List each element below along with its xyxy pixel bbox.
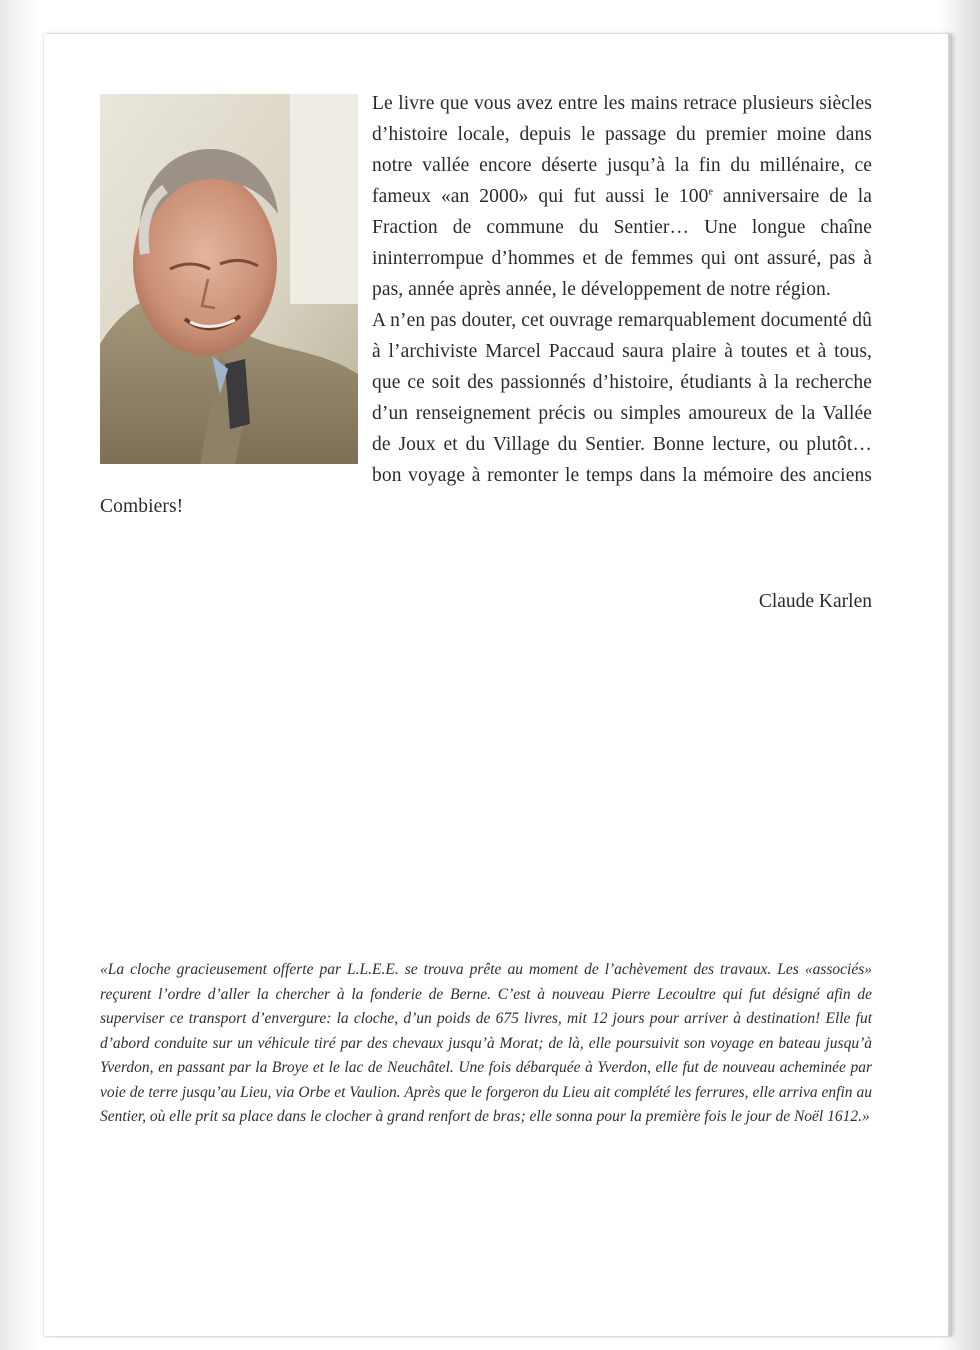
introduction-text [100, 88, 872, 522]
intro-paragraph-1-text-b: anniversaire de la Fraction de commune du Sentier… Une longue chaîne ininterrompue d’hommes et de femmes qui ont assuré, pas à pas, année après année, le développement de notre région. [372, 186, 872, 300]
photo-spacer [100, 88, 372, 476]
author-signature: Claude Karlen [758, 591, 872, 612]
intro-paragraph-1-text-a: Le livre que vous avez entre les mains retrace plusieurs siècles d’histoire locale, depuis le passage du premier moine dans notre vallée encore déserte jusqu’à la fin du millénaire, ce fameux «an 2000» qui fut aussi le 100 [372, 93, 872, 207]
excerpt-quote: «La cloche gracieusement offerte par L.L.E.E. se trouva prête au moment de l’achèvement des travaux. Les «associés» reçurent l’ordre d’aller la chercher à la fonderie de Berne. C’est à nouveau Pierre Lecoultre qui fut désigné afin de superviser ce transport d’envergure: la cloche, d’un poids de 675 livres, mit 12 jours pour arriver à destination! Elle fut d’abord conduite sur un véhicule tiré par des chevaux jusqu’à Morat; de là, elle poursuivit son voyage en bateau jusqu’à Yverdon, en passant par la Broye et le lac de Neuchâtel. Une fois débarquée à Yverdon, elle fut de nouveau acheminée par voie de terre jusqu’au Lieu, via Orbe et Vaulion. Après que le forgeron du Lieu ait complété les ferrures, elle arriva enfin au Sentier, où elle prit sa place dans le clocher à grand renfort de bras; elle sonna pour la première fois le jour de Noël 1612.» [100, 961, 872, 1125]
intro-paragraph-2: A n’en pas douter, cet ouvrage remarquablement documenté dû à l’archiviste Marcel Paccaud saura plaire à toutes et à tous, que ce soit des passionnés d’histoire, étudiants à la recherche d’un renseignement précis ou simples amoureux de la Vallée de Joux et du Village du Sentier. Bonne lecture, ou plutôt… bon voyage à remonter le temps dans la mémoire des anciens Combiers! [100, 310, 872, 517]
superscript-e: e [708, 186, 713, 198]
